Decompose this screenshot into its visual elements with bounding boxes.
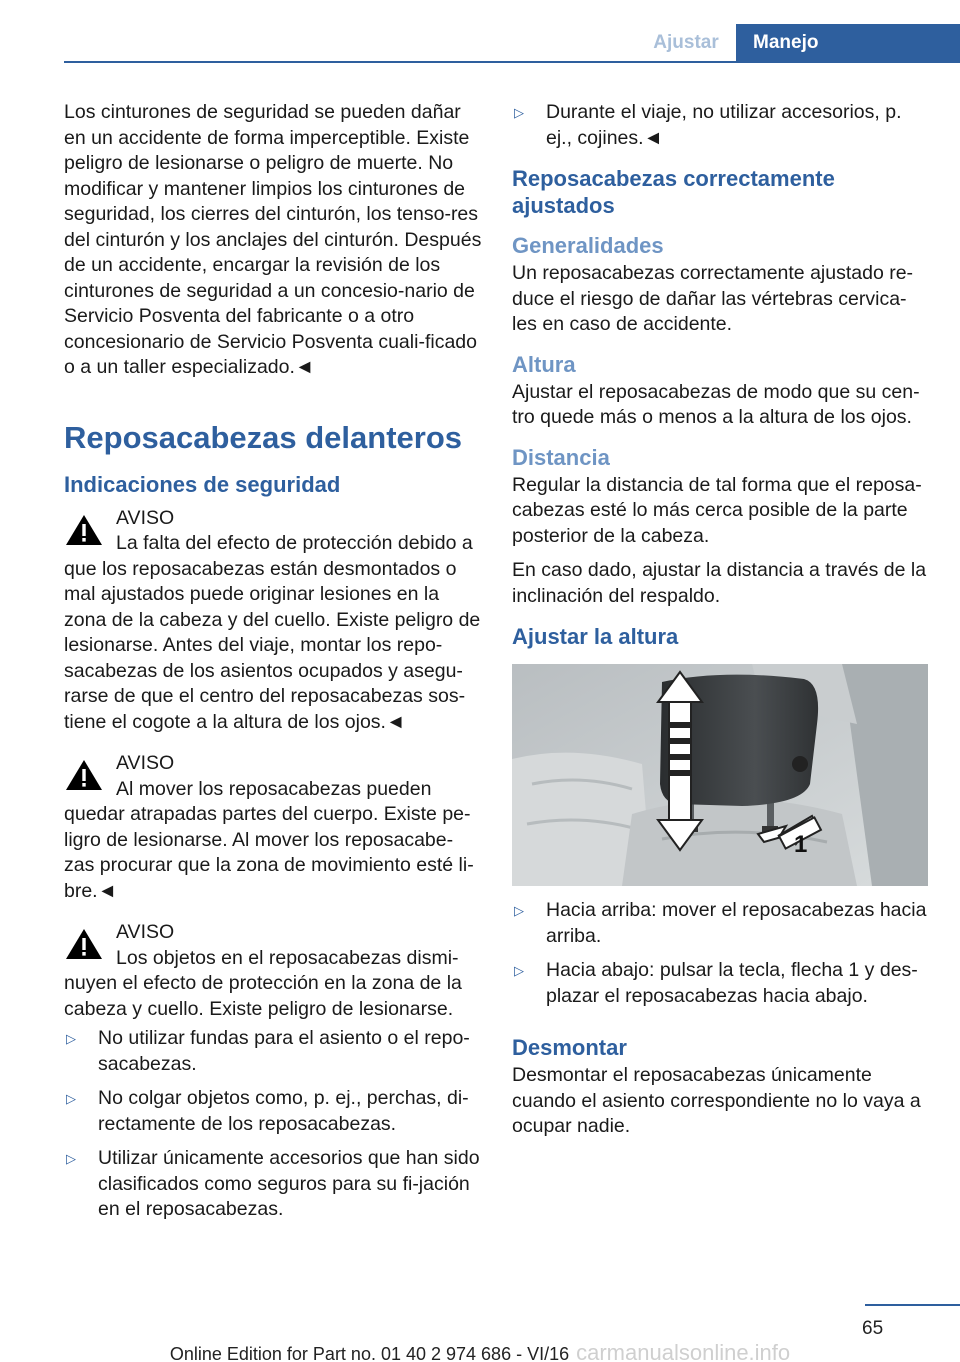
header-rule (64, 61, 960, 63)
desmontar-heading: Desmontar (512, 1035, 627, 1060)
watermark: carmanualsonline.info (576, 1340, 791, 1362)
warning-block (64, 751, 482, 904)
altura-text: Ajustar el reposacabezas de modo que su cen-tro quede más o menos a la altura de los ojos. (512, 380, 920, 428)
warning-title: AVISO (116, 506, 175, 529)
headrest-illustration (512, 664, 928, 886)
warning-title: AVISO (116, 921, 175, 943)
section-title: Reposacabezas delanteros (64, 419, 463, 455)
generalidades-text: Un reposacabezas correctamente ajustado re-duce el riesgo de dañar las vértebras cervica-les en caso de accidente. (512, 262, 914, 335)
edition-footer (0, 1340, 960, 1362)
subsection-title: Reposacabezas correctamente ajustados (512, 166, 835, 218)
warning-block (64, 920, 482, 1022)
desmontar-text: Desmontar el reposacabezas únicamente cuando el asiento correspondiente no lo vaya a ocupar nadie. (512, 1064, 921, 1137)
altura-heading: Altura (512, 351, 576, 377)
list-item: ▷ No utilizar fundas para el asiento o el repo-sacabezas. (66, 1027, 470, 1075)
right-column (512, 100, 930, 1149)
warning-title: AVISO (116, 752, 175, 774)
height-bullet-list (512, 898, 930, 1009)
triangle-bullet-icon: ▷ (66, 1031, 76, 1046)
list-item: ▷ Utilizar únicamente accesorios que han sido clasificados como seguros para su fi-jación en el reposacabezas. (66, 1147, 480, 1220)
adjust-height-heading: Ajustar la altura (512, 624, 679, 649)
distancia-text-2: En caso dado, ajustar la distancia a través de la inclinación del respaldo. (512, 559, 927, 607)
warning-text: Los objetos en el reposacabezas dismi-nuyen el efecto de protección en la zona de la cabeza y cuello. Existe peligro de lesionarse. (64, 946, 462, 1020)
accessory-bullet-list-cont (512, 100, 930, 151)
page-number: 65 (862, 1318, 884, 1339)
list-item: ▷ Hacia arriba: mover el reposacabezas hacia arriba. (514, 899, 927, 947)
list-item: ▷ No colgar objetos como, p. ej., perchas, di-rectamente de los reposacabezas. (66, 1087, 469, 1135)
warning-text: Al mover los reposacabezas pueden quedar atrapadas partes del cuerpo. Existe pe-ligro de lesionarse. Al mover los reposacabe-zas procurar que la zona de movimiento esté li-bre.◄ (64, 777, 474, 902)
seatbelt-warning-paragraph: Los cinturones de seguridad se pueden dañar en un accidente de forma imperceptible. Existe peligro de lesionarse o peligro de muerte. No modificar y mantener limpios los cinturones de seguridad, los cierres del cinturón, los tenso-res del cinturón y los anclajes del cinturón. Después de un accidente, encargar la revisión de los cinturones de seguridad a un concesio-nario de Servicio Posventa del fabricante o a otro concesionario de Servicio Posventa cuali-ficado o a un taller especializado.◄ (64, 101, 482, 378)
triangle-bullet-icon: ▷ (66, 1151, 76, 1166)
footer-rule (865, 1304, 960, 1306)
warning-text: La falta del efecto de protección debido a que los reposacabezas están desmontados o mal ajustados puede originar lesiones en la zona de la cabeza y del cuello. Existe peligro de lesionarse. Antes del viaje, montar los repo-sacabezas de los asientos ocupados y asegu-rarse de que el centro del reposacabezas sos-tiene el cogote a la altura de los ojos.◄ (64, 532, 481, 733)
list-item: ▷ Durante el viaje, no utilizar accesorios, p. ej., cojines.◄ (514, 101, 902, 149)
callout-number: 1 (794, 831, 808, 858)
tab-ajustar[interactable]: Ajustar (636, 24, 736, 61)
warning-triangle-icon (64, 926, 104, 962)
triangle-bullet-icon: ▷ (66, 1091, 76, 1106)
distancia-text: Regular la distancia de tal forma que el reposa-cabezas esté lo más cerca posible de la parte posterior de la cabeza. (512, 473, 922, 547)
warning-block (64, 506, 482, 736)
accessory-bullet-list (64, 1026, 482, 1223)
triangle-bullet-icon: ▷ (514, 963, 524, 978)
headrest-photo (512, 664, 928, 886)
triangle-bullet-icon: ▷ (514, 105, 524, 120)
generalidades-heading: Generalidades (512, 233, 664, 258)
safety-subtitle: Indicaciones de seguridad (64, 471, 341, 497)
edition-text: Online Edition for Part no. 01 40 2 974 686 - VI/16 (169, 1344, 570, 1362)
warning-triangle-icon (64, 757, 104, 793)
warning-triangle-icon (64, 512, 104, 548)
distancia-heading: Distancia (512, 444, 610, 470)
list-item: ▷ Hacia abajo: pulsar la tecla, flecha 1 y des-plazar el reposacabezas hacia abajo. (514, 959, 918, 1007)
triangle-bullet-icon: ▷ (514, 903, 524, 918)
left-column (64, 100, 482, 1232)
tab-manejo[interactable]: Manejo (736, 24, 960, 61)
